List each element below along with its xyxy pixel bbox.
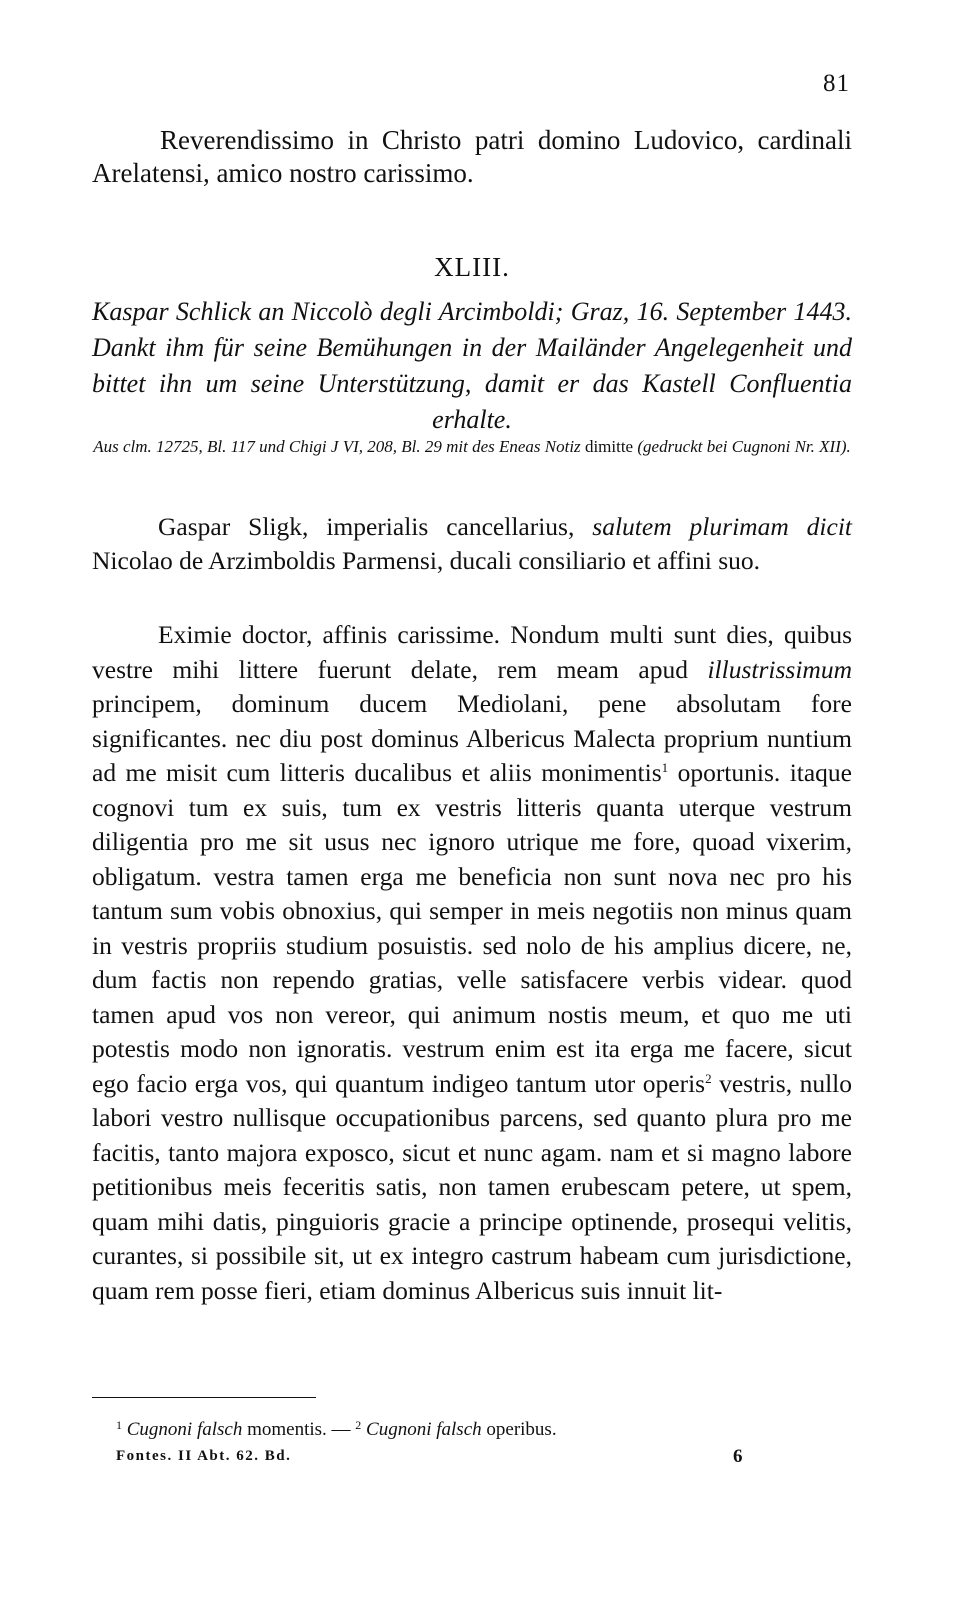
footnote-ref-1: 1 xyxy=(661,760,669,775)
salutation-b: salutem plurimam dicit xyxy=(592,512,852,541)
footnote-number-2: 2 xyxy=(355,1418,362,1432)
footnote-1-a: Cugnoni falsch xyxy=(126,1419,243,1440)
signature-number: 6 xyxy=(733,1446,743,1467)
footnote-2-a: Cugnoni falsch xyxy=(366,1419,482,1440)
body-part-5: vestris, nullo labori vestro nullisque occupationibus parcens, sed quanto plura pro me facitis, tanto majora exposco, sicut et nunc agam. nam et si magno labore petitionibus meis feceritis satis, non tamen erubescam petere, ut spem, quam mihi datis, pinguioris gracie a principe optinende, prosequi velitis, curantes, si possibile sit, ut ex integro castrum habeam cum jurisdictione, quam rem posse fieri, etiam dominus Albericus suis innuit lit- xyxy=(92,1068,852,1305)
footnote-ref-2: 2 xyxy=(705,1070,712,1086)
salutation-c: Nicolao de Arzimboldis Parmensi, ducali consiliario et affini suo. xyxy=(92,546,761,575)
body-part-4: oportunis. itaque cognovi tum ex suis, tum ex vestris litteris quanta uterque vestrum diligentia pro me sit usus nec ignoro utrique me fore, quoad vixerim, obligatum. vestra tamen erga me beneficia non sunt nova nec pro his tantum sum vobis obnoxius, qui semper in meis negotiis non minus quam in vestris propriis studium posuistis. sed nolo de his amplius dicere, ne, dum factis non rependo gratias, velle satisfacere verbis videar. quod tamen apud vos non vereor, qui animum nostis meum, et quo me uti potestis modo non ignoratis. vestrum enim est ita erga me facere, sicut ego facio erga vos, qui quantum indigeo tantum utor operis xyxy=(92,758,852,1098)
source-note xyxy=(92,432,852,461)
body-part-2: illustrissimum xyxy=(707,654,852,684)
source-text-a: Aus clm. 12725, Bl. 117 und Chigi J VI, 208, Bl. 29 mit des Eneas Notiz xyxy=(93,437,585,456)
body-part-3: principem, dominum ducem Mediolani, pene absolutam fore significantes. nec diu post dominus Albericus Malecta proprium nuntium ad me misit cum litteris ducalibus et aliis monimentis xyxy=(92,689,852,787)
footnote-number-1: 1 xyxy=(116,1418,122,1432)
source-text-c: (gedruckt bei Cugnoni Nr. XII). xyxy=(633,437,851,456)
salutation xyxy=(92,510,852,578)
letter-number: XLIII. xyxy=(434,252,510,282)
footnote-divider xyxy=(92,1397,316,1398)
body-part-1: Eximie doctor, affinis carissime. Nondum multi sunt dies, quibus vestre mihi littere fuerunt delate, rem meam apud xyxy=(92,620,852,684)
body-paragraph xyxy=(92,618,852,1308)
letter-address: Reverendissimo in Christo patri domino Ludovico, cardinali Arelatensi, amico nostro carissimo. xyxy=(92,125,852,188)
letter-summary: Kaspar Schlick an Niccolò degli Arcimboldi; Graz, 16. September 1443. Dankt ihm für seine Bemühungen in der Mailänder Angelegenheit und bittet ihn um seine Unterstützung, damit er das Kastell Confluentia erhalte. xyxy=(92,297,852,434)
footnote-1-b: momentis. — xyxy=(242,1419,356,1440)
footnote-2-b: operibus. xyxy=(481,1419,557,1440)
page-number: 81 xyxy=(823,70,850,97)
source-text-b: dimitte xyxy=(584,437,634,456)
salutation-a: Gaspar Sligk, imperialis cancellarius, xyxy=(158,512,593,541)
printer-signature: Fontes. II Abt. 62. Bd. xyxy=(116,1448,292,1464)
footnotes xyxy=(116,1418,557,1441)
